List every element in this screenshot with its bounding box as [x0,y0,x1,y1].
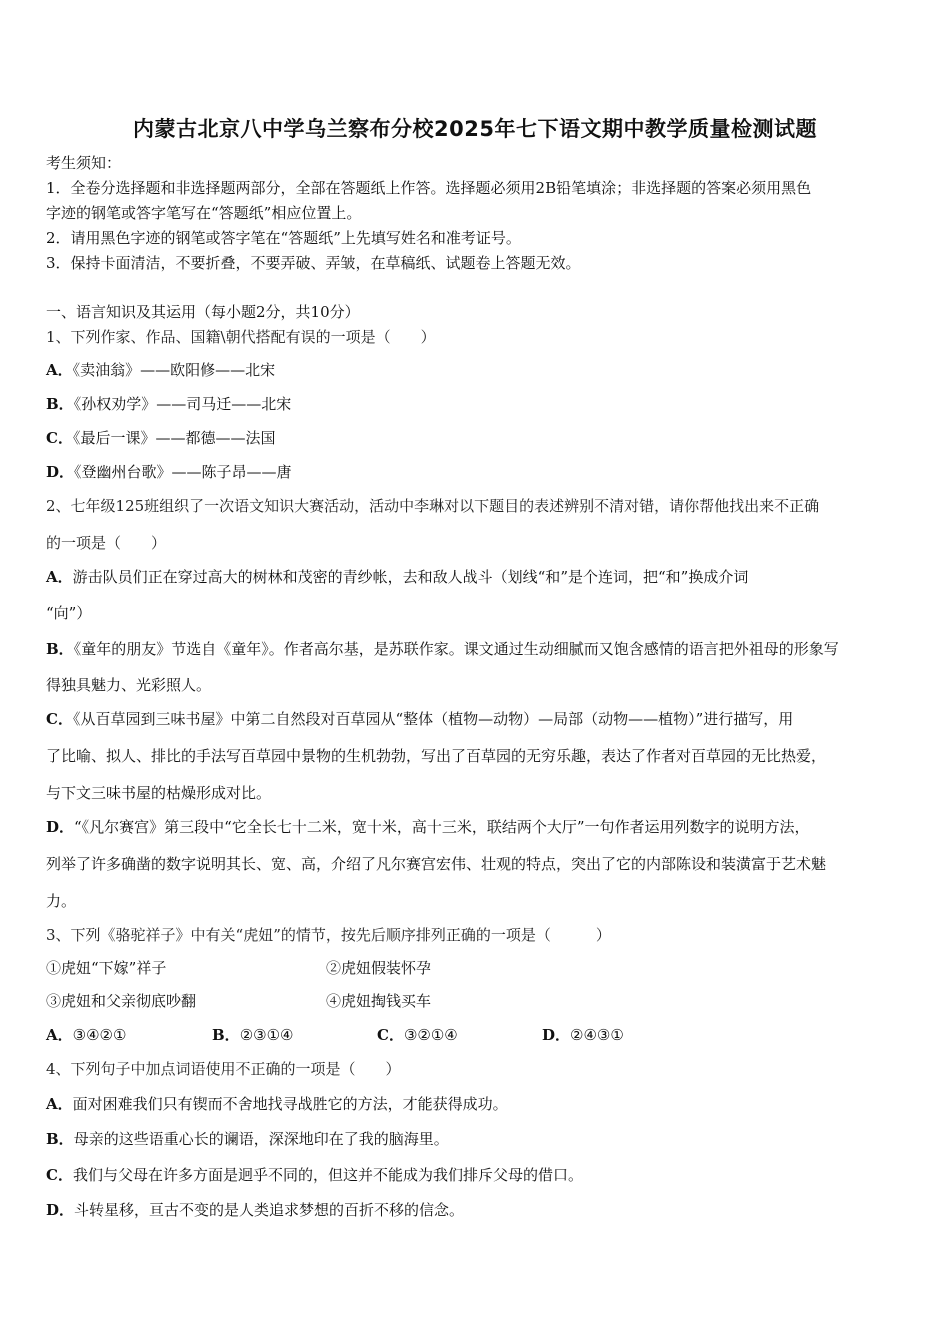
question-3-stem: 3、下列《骆驼祥子》中有关“虎妞”的情节，按先后顺序排列正确的一项是（ ） [46,926,611,944]
option-label: C． [46,429,73,447]
q1-option-c [46,428,275,448]
option-label: A． [46,568,73,586]
q3-item: ②虎妞假装怀孕 [326,959,432,977]
q2-option-d-cont: 力。 [46,892,77,910]
option-text: 面对困难我们只有锲而不舍地找寻战胜它的方法，才能获得成功。 [72,1095,508,1113]
option-text: ③②①④ [403,1026,458,1044]
option-text: 母亲的这些语重心长的谰语，深深地印在了我的脑海里。 [73,1130,449,1148]
section-heading: 一、语言知识及其运用（每小题2分，共10分） [46,303,360,321]
q4-option-c [46,1165,583,1185]
option-text: 《最后一课》——都德——法国 [72,429,276,447]
q3-option-c [377,1025,458,1045]
q4-option-a [46,1094,508,1114]
option-label: B． [46,1130,74,1148]
question-2-stem: 的一项是（ ） [46,534,167,552]
notice-line: 1．全卷分选择题和非选择题两部分，全部在答题纸上作答。选择题必须用2B铅笔填涂；非选择题的答案必须用黑色 [46,179,812,197]
option-label: D． [542,1026,571,1044]
q1-option-b [46,394,291,414]
q3-item: ③虎妞和父亲彻底吵翻 [46,992,197,1010]
q3-option-d [542,1025,624,1045]
q1-option-d [46,462,292,482]
option-label: D． [46,1201,75,1219]
option-label: B． [46,640,74,658]
option-label: C． [377,1026,404,1044]
option-label: C． [46,710,73,728]
notice-heading: 考生须知： [46,154,122,172]
q3-option-b [212,1025,293,1045]
option-text: 斗转星移，亘古不变的是人类追求梦想的百折不移的信念。 [74,1201,465,1219]
q2-option-b [46,639,839,659]
option-label: D． [46,463,75,481]
q2-option-b-cont: 得独具魅力、光彩照人。 [46,676,212,694]
q2-option-a [46,567,748,587]
option-text: ③④②① [72,1026,127,1044]
q2-option-c-cont: 与下文三味书屋的枯燥形成对比。 [46,784,272,802]
page-title: 内蒙古北京八中学乌兰察布分校2025年七下语文期中教学质量检测试题 [133,117,817,141]
option-text: ②④③① [570,1026,624,1044]
q2-option-d [46,817,810,837]
q2-option-c [46,709,793,729]
option-text: 《卖油翁》——欧阳修——北宋 [72,361,276,379]
option-label: B． [212,1026,240,1044]
option-text: ②③①④ [239,1026,294,1044]
q3-option-a [46,1025,126,1045]
option-text: 《登幽州台歌》——陈子昂——唐 [74,463,292,481]
option-text: “《凡尔赛宫》第三段中“它全长七十二米，宽十米，高十三米，联结两个大厅”一句作者运用列数字的说明方法， [74,818,810,836]
option-label: A． [46,361,73,379]
option-label: B． [46,395,74,413]
q3-item: ①虎妞“下嫁”祥子 [46,959,167,977]
option-text: 游击队员们正在穿过高大的树林和茂密的青纱帐，去和敌人战斗（划线“和”是个连词，把“和”换成介词 [72,568,749,586]
q3-item: ④虎妞掏钱买车 [326,992,432,1010]
question-4-stem: 4、下列句子中加点词语使用不正确的一项是（ ） [46,1060,401,1078]
option-label: A． [46,1095,73,1113]
q4-option-d [46,1200,464,1220]
option-label: C． [46,1166,73,1184]
option-text: 《童年的朋友》节选自《童年》。作者高尔基，是苏联作家。课文通过生动细腻而又饱含感情的语言把外祖母的形象写 [73,640,839,658]
q4-option-b [46,1129,449,1149]
option-text: 《孙权劝学》——司马迁——北宋 [73,395,292,413]
q2-option-c-cont: 了比喻、拟人、排比的手法写百草园中景物的生机勃勃，写出了百草园的无穷乐趣，表达了作者对百草园的无比热爱， [46,747,827,765]
q1-option-a [46,360,275,380]
notice-line: 字迹的钢笔或答字笔写在“答题纸”相应位置上。 [46,204,362,222]
question-1-stem: 1、下列作家、作品、国籍\朝代搭配有误的一项是（ ） [46,328,436,346]
notice-line: 2．请用黑色字迹的钢笔或答字笔在“答题纸”上先填写姓名和准考证号。 [46,229,521,247]
notice-line: 3．保持卡面清洁，不要折叠，不要弄破、弄皱，在草稿纸、试题卷上答题无效。 [46,254,581,272]
option-label: A． [46,1026,73,1044]
option-text: 我们与父母在许多方面是迥乎不同的，但这并不能成为我们排斥父母的借口。 [72,1166,583,1184]
option-label: D． [46,818,75,836]
q2-option-a-cont: “向”） [46,604,92,622]
question-2-stem: 2、七年级125班组织了一次语文知识大赛活动，活动中李琳对以下题目的表述辨别不清对错，请你帮他找出来不正确 [46,497,820,515]
option-text: 《从百草园到三味书屋》中第二自然段对百草园从“整体（植物—动物）—局部（动物——植物）”进行描写，用 [72,710,794,728]
q2-option-d-cont: 列举了许多确凿的数字说明其长、宽、高，介绍了凡尔赛宫宏伟、壮观的特点，突出了它的内部陈设和装潢富于艺术魅 [46,855,827,873]
